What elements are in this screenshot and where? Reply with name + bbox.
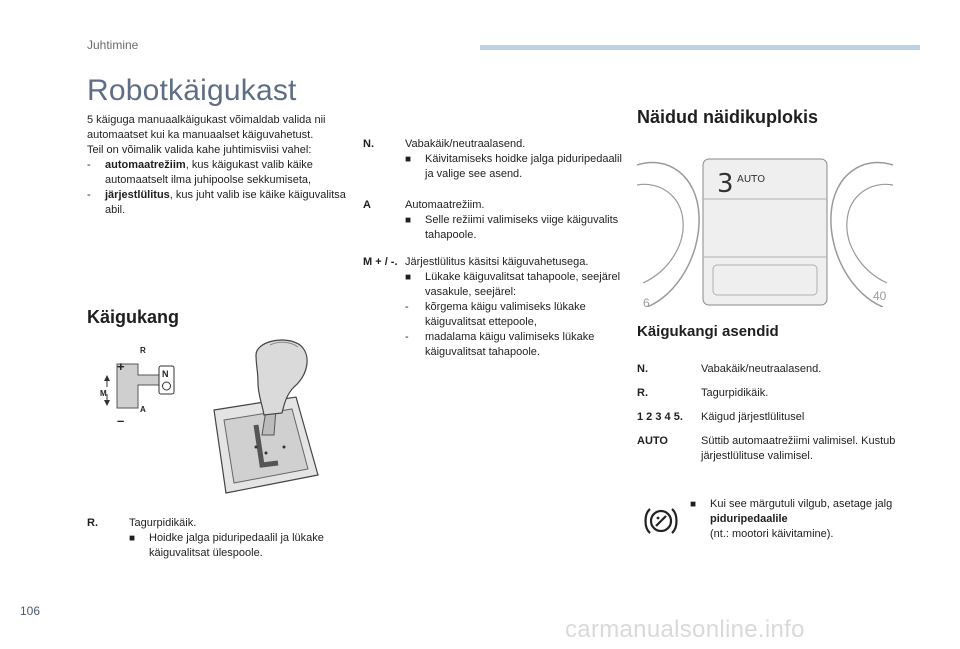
square-bullet: ■ (405, 154, 412, 165)
left-dial-mark: 6 (643, 296, 650, 307)
mode-sub-text: Käivitamiseks hoidke jalga piduripedaalil ja valige see asend. (425, 153, 622, 180)
position-value: Käigud järjestlülitusel (701, 411, 805, 423)
brake-warning-icon (642, 506, 680, 536)
mode-text: Järjestlülitus käsitsi käiguvahetusega. (405, 256, 589, 268)
indicators-heading: Näidud näidikuplokis (637, 107, 819, 127)
intro-paragraph-1: 5 käiguga manuaalkäigukast võimaldab valida nii automaatset kui ka manuaalset käiguvahetust. (87, 114, 326, 141)
brake-note (690, 497, 910, 542)
mode-sub-text: Selle režiimi valimiseks viige käiguvalits tahapoole. (425, 214, 619, 241)
arrow-up-icon (104, 375, 110, 381)
square-bullet: ■ (129, 533, 136, 544)
mode-row-a (363, 198, 623, 243)
right-dial-mark: 40 (873, 289, 887, 303)
gear-lever-illustration (196, 335, 321, 497)
mode-text: Automaatrežiim. (405, 199, 485, 211)
display-mode-label: AUTO (737, 174, 766, 185)
gate-n-label: N (162, 369, 169, 379)
intro-item-text (105, 188, 347, 218)
mode-sub-text: Lükake käiguvalitsat tahapoole, seejärel vasakule, seejärel: (425, 271, 621, 298)
note-text (710, 497, 910, 542)
position-value: Tagurpidikäik. (701, 387, 769, 399)
mode-text: Vabakäik/neutraalasend. (405, 138, 526, 150)
dash-bullet: - (87, 159, 91, 171)
gate-r-label: R (140, 346, 146, 355)
section-label: Juhtimine (87, 38, 139, 52)
position-row (637, 410, 907, 425)
note-bold: piduripedaalile (710, 513, 788, 525)
gate-plus-label: + (117, 359, 125, 374)
dash-bullet: - (405, 301, 409, 313)
intro-item-sequential (87, 188, 347, 218)
intro-text (87, 113, 347, 218)
dash-bullet: - (405, 331, 409, 343)
mode-row-n (363, 137, 623, 182)
page-title: Robotkäigukast (87, 74, 297, 107)
position-key: 1 2 3 4 5. (637, 411, 683, 423)
header-accent-bar (480, 45, 920, 50)
note-prefix: Kui see märgutuli vilgub, asetage jalg (710, 498, 893, 510)
mode-row-m (363, 255, 623, 360)
intro-paragraph-2: Teil on võimalik valida kahe juhtimisviisi vahel: (87, 144, 312, 156)
mode-dash-text: kõrgema käigu valimiseks lükake käiguvalitsat ettepoole, (425, 301, 586, 328)
square-bullet: ■ (690, 499, 697, 510)
watermark: carmanualsonline.info (565, 616, 805, 643)
mode-dash-text: madalama käigu valimiseks lükake käiguvalitsat tahapoole. (425, 331, 595, 358)
page-number: 106 (20, 604, 41, 618)
positions-list (637, 362, 907, 473)
position-key: N. (637, 363, 648, 375)
position-row (637, 362, 907, 377)
intro-item-rest: , kus käigukast valib käike automaatselt ilma juhipoolse sekkumiseta, (105, 159, 313, 186)
intro-item-rest: , kus juht valib ise käike käiguvalitsa abil. (105, 189, 346, 216)
mode-key: A (363, 199, 371, 211)
r-sub-text: Hoidke jalga piduripedaalil ja lükake käiguvalitsat ülespoole. (149, 532, 324, 559)
square-bullet: ■ (405, 272, 412, 283)
position-value: Vabakäik/neutraalasend. (701, 363, 822, 375)
position-row (637, 434, 907, 464)
intro-item-bold: automaatrežiim (105, 159, 186, 171)
display-gear-number: 3 (717, 169, 734, 199)
mode-key: N. (363, 138, 374, 150)
r-key: R. (87, 517, 98, 529)
intro-item-bold: järjestlülitus (105, 189, 170, 201)
positions-heading: Käigukangi asendid (637, 323, 779, 340)
position-value: Süttib automaatrežiimi valimisel. Kustub järjestlülituse valimisel. (701, 435, 896, 462)
position-key: R. (637, 387, 648, 399)
position-row (637, 386, 907, 401)
gate-minus-label: – (117, 413, 125, 428)
r-text: Tagurpidikäik. (129, 517, 197, 529)
gear-lever-heading: Käigukang (87, 307, 180, 327)
gate-m-label: M (100, 389, 107, 398)
lever-knob (256, 340, 307, 415)
r-description (87, 516, 347, 561)
intro-item-text (105, 158, 347, 188)
position-key: AUTO (637, 435, 668, 447)
square-bullet: ■ (405, 215, 412, 226)
gate-a-label: A (140, 405, 146, 414)
arrow-down-icon (104, 400, 110, 406)
mode-key: M + / -. (363, 256, 398, 268)
intro-item-auto (87, 158, 347, 188)
gear-gate-diagram (93, 340, 188, 430)
note-suffix: (nt.: mootori käivitamine). (710, 528, 834, 540)
mode-descriptions (363, 137, 623, 369)
dash-bullet: - (87, 189, 91, 201)
instrument-cluster-illustration (637, 155, 893, 307)
